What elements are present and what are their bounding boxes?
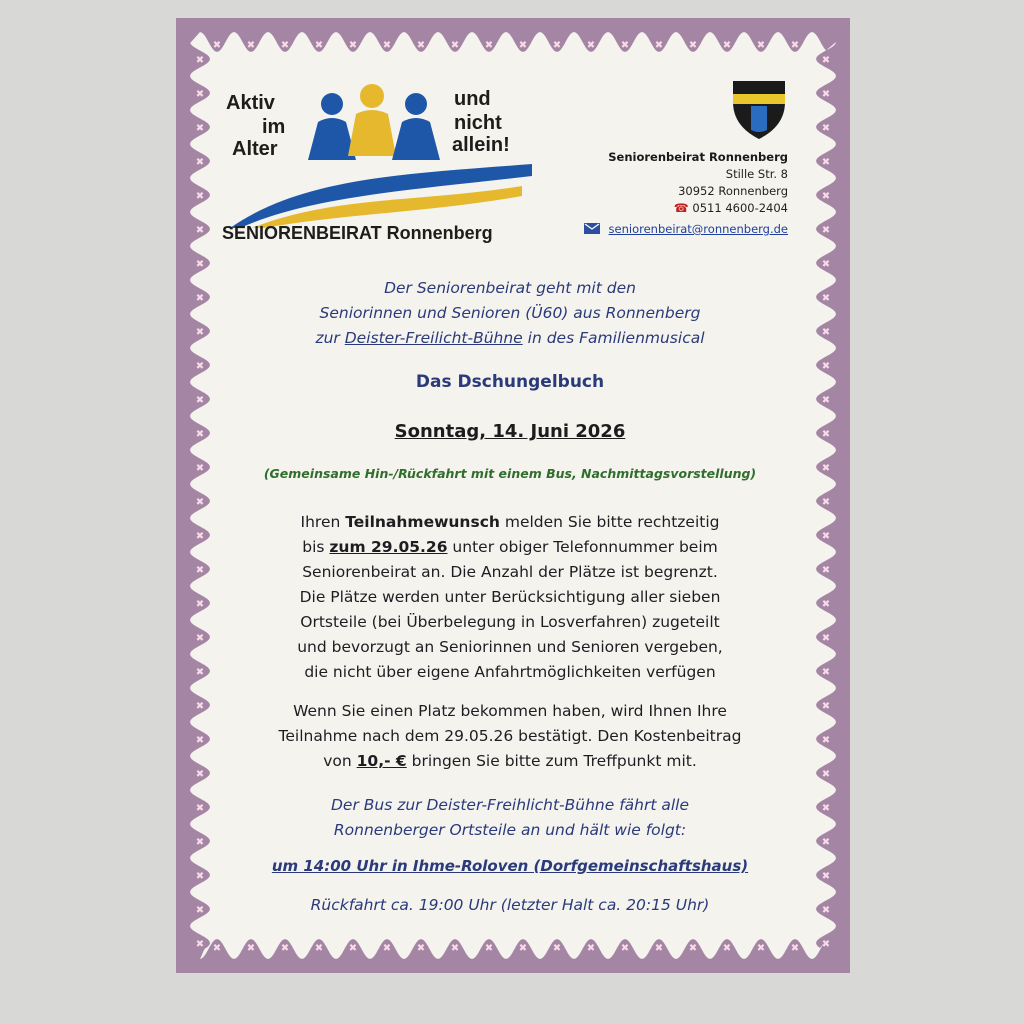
logo-text-und: und bbox=[454, 88, 491, 110]
border-dot: ✖ bbox=[348, 943, 358, 954]
border-dot: ✖ bbox=[821, 565, 831, 576]
border-dot: ✖ bbox=[195, 429, 205, 440]
registration-paragraph bbox=[190, 510, 830, 685]
border-dot: ✖ bbox=[195, 191, 205, 202]
border-dot: ✖ bbox=[821, 905, 831, 916]
border-dot: ✖ bbox=[821, 531, 831, 542]
intro-line-2: Seniorinnen und Senioren (Ü60) aus Ronnenberg bbox=[319, 304, 701, 322]
sender-name: Seniorenbeirat Ronnenberg bbox=[608, 150, 788, 164]
border-dot: ✖ bbox=[246, 943, 256, 954]
border-dot: ✖ bbox=[195, 667, 205, 678]
border-dot: ✖ bbox=[722, 943, 732, 954]
reg-l1-a: Ihren bbox=[300, 513, 346, 531]
border-dot: ✖ bbox=[314, 943, 324, 954]
event-title: Das Dschungelbuch bbox=[415, 372, 605, 392]
bus-stop-wrap bbox=[190, 857, 830, 875]
border-dot: ✖ bbox=[821, 837, 831, 848]
border-dot: ✖ bbox=[821, 633, 831, 644]
conf-l3-a: von bbox=[323, 752, 357, 770]
border-dot: ✖ bbox=[195, 395, 205, 406]
sender-email-link[interactable]: seniorenbeirat@ronnenberg.de bbox=[608, 222, 788, 236]
border-dot: ✖ bbox=[195, 327, 205, 338]
border-dot: ✖ bbox=[821, 803, 831, 814]
border-dot: ✖ bbox=[212, 943, 222, 954]
logo-org-name: SENIORENBEIRAT Ronnenberg bbox=[222, 223, 493, 243]
registration-line-1 bbox=[190, 510, 830, 535]
cost-amount: 10,- € bbox=[356, 752, 407, 770]
border-dot: ✖ bbox=[654, 943, 664, 954]
border-dot: ✖ bbox=[821, 123, 831, 134]
logo-text-allein: allein! bbox=[452, 134, 510, 156]
border-dot: ✖ bbox=[821, 429, 831, 440]
bus-line-2: Ronnenberger Ortsteile an und hält wie folgt: bbox=[333, 821, 687, 839]
intro bbox=[190, 276, 830, 351]
border-dot: ✖ bbox=[821, 395, 831, 406]
border-dot: ✖ bbox=[756, 943, 766, 954]
intro-line-3-pre: zur bbox=[315, 329, 345, 347]
border-dot: ✖ bbox=[382, 40, 392, 51]
border-dot: ✖ bbox=[195, 701, 205, 712]
registration-line-4: Die Plätze werden unter Berücksichtigung aller sieben bbox=[299, 588, 721, 606]
border-dot: ✖ bbox=[195, 157, 205, 168]
border-dot: ✖ bbox=[314, 40, 324, 51]
border-dot: ✖ bbox=[821, 293, 831, 304]
logo bbox=[222, 78, 542, 250]
border-dot: ✖ bbox=[195, 497, 205, 508]
border-dot: ✖ bbox=[195, 531, 205, 542]
bus-line-1: Der Bus zur Deister-Freihlicht-Bühne fährt alle bbox=[330, 796, 690, 814]
border-dot: ✖ bbox=[195, 463, 205, 474]
border-dot: ✖ bbox=[195, 871, 205, 882]
intro-line-3-post: in des Familienmusical bbox=[522, 329, 705, 347]
registration-line-3: Seniorenbeirat an. Die Anzahl der Plätze ist begrenzt. bbox=[302, 563, 718, 581]
border-dot: ✖ bbox=[821, 259, 831, 270]
border-dot: ✖ bbox=[821, 89, 831, 100]
envelope-icon bbox=[584, 223, 600, 234]
border-dot: ✖ bbox=[821, 599, 831, 610]
registration-line-5: Ortsteile (bei Überbelegung in Losverfahren) zugeteilt bbox=[300, 613, 720, 631]
logo-text-aktiv: Aktiv bbox=[226, 92, 275, 114]
border-dot: ✖ bbox=[195, 123, 205, 134]
border-dot: ✖ bbox=[195, 565, 205, 576]
reg-l1-c: melden Sie bitte rechtzeitig bbox=[499, 513, 720, 531]
border-dot: ✖ bbox=[195, 769, 205, 780]
confirmation-paragraph bbox=[190, 699, 830, 774]
sender-phone-row bbox=[674, 199, 788, 217]
border-dot: ✖ bbox=[195, 837, 205, 848]
border-dot: ✖ bbox=[195, 89, 205, 100]
logo-text-alter: Alter bbox=[232, 138, 278, 160]
border-dot: ✖ bbox=[790, 943, 800, 954]
registration-line-7: die nicht über eigene Anfahrtmöglichkeiten verfügen bbox=[304, 663, 716, 681]
logo-text-nicht: nicht bbox=[454, 112, 502, 134]
confirmation-line-1: Wenn Sie einen Platz bekommen haben, wird Ihnen Ihre bbox=[293, 702, 727, 720]
sender-city: 30952 Ronnenberg bbox=[678, 184, 788, 198]
event-date: Sonntag, 14. Juni 2026 bbox=[394, 421, 626, 442]
border-dot: ✖ bbox=[586, 943, 596, 954]
sender-phone: 0511 4600-2404 bbox=[692, 201, 788, 215]
border-dot: ✖ bbox=[195, 55, 205, 66]
registration-line-6: und bevorzugt an Seniorinnen und Senioren vergeben, bbox=[297, 638, 723, 656]
border-dot: ✖ bbox=[195, 803, 205, 814]
border-dot: ✖ bbox=[821, 871, 831, 882]
border-dot: ✖ bbox=[552, 40, 562, 51]
border-dot: ✖ bbox=[212, 40, 222, 51]
sender-email-row bbox=[584, 220, 788, 238]
border-dot: ✖ bbox=[821, 735, 831, 746]
border-dot: ✖ bbox=[586, 40, 596, 51]
crest-icon bbox=[732, 80, 786, 140]
border-dot: ✖ bbox=[450, 40, 460, 51]
venue-link: Deister-Freilicht-Bühne bbox=[344, 329, 523, 347]
confirmation-line-3 bbox=[190, 749, 830, 774]
border-dot: ✖ bbox=[821, 701, 831, 712]
event-date-wrap bbox=[190, 421, 830, 442]
border-dot: ✖ bbox=[688, 40, 698, 51]
reg-deadline: zum 29.05.26 bbox=[329, 538, 448, 556]
border-dot: ✖ bbox=[821, 463, 831, 474]
confirmation-line-2: Teilnahme nach dem 29.05.26 bestätigt. Den Kostenbeitrag bbox=[278, 727, 742, 745]
border-dot: ✖ bbox=[821, 191, 831, 202]
border-dot: ✖ bbox=[821, 939, 831, 950]
border-dot: ✖ bbox=[620, 40, 630, 51]
phone-icon: ☎ bbox=[673, 201, 689, 215]
border-dot: ✖ bbox=[722, 40, 732, 51]
logo-text-im: im bbox=[262, 116, 286, 138]
border-dot: ✖ bbox=[620, 943, 630, 954]
border-dot: ✖ bbox=[348, 40, 358, 51]
border-dot: ✖ bbox=[821, 225, 831, 236]
border-dot: ✖ bbox=[195, 735, 205, 746]
border-dot: ✖ bbox=[688, 943, 698, 954]
border-dot: ✖ bbox=[654, 40, 664, 51]
registration-line-2 bbox=[190, 535, 830, 560]
border-dot: ✖ bbox=[484, 943, 494, 954]
border-dot: ✖ bbox=[790, 40, 800, 51]
border-dot: ✖ bbox=[195, 633, 205, 644]
border-dot: ✖ bbox=[280, 943, 290, 954]
conf-l3-c: bringen Sie bitte zum Treffpunkt mit. bbox=[406, 752, 697, 770]
border-dot: ✖ bbox=[821, 497, 831, 508]
intro-line-3 bbox=[190, 326, 830, 351]
bus-info bbox=[190, 793, 830, 843]
border-dot: ✖ bbox=[484, 40, 494, 51]
border-dot: ✖ bbox=[195, 599, 205, 610]
border-dot: ✖ bbox=[195, 225, 205, 236]
border-dot: ✖ bbox=[195, 293, 205, 304]
border-dot: ✖ bbox=[280, 40, 290, 51]
sender-street: Stille Str. 8 bbox=[725, 167, 788, 181]
border-dot: ✖ bbox=[821, 769, 831, 780]
border-dot: ✖ bbox=[246, 40, 256, 51]
bus-return: Rückfahrt ca. 19:00 Uhr (letzter Halt ca. 20:15 Uhr) bbox=[310, 896, 710, 914]
border-dot: ✖ bbox=[821, 55, 831, 66]
reg-l2-c: unter obiger Telefonnummer beim bbox=[447, 538, 718, 556]
transport-note: (Gemeinsame Hin-/Rückfahrt mit einem Bus, Nachmittagsvorstellung) bbox=[263, 466, 757, 481]
intro-line-1: Der Seniorenbeirat geht mit den bbox=[384, 279, 636, 297]
border-dot: ✖ bbox=[518, 40, 528, 51]
border-dot: ✖ bbox=[450, 943, 460, 954]
border-dot: ✖ bbox=[821, 157, 831, 168]
reg-l1-bold: Teilnahmewunsch bbox=[345, 513, 500, 531]
reg-l2-a: bis bbox=[302, 538, 330, 556]
border-dot: ✖ bbox=[821, 361, 831, 372]
border-dot: ✖ bbox=[821, 327, 831, 338]
border-dot: ✖ bbox=[195, 939, 205, 950]
border-dot: ✖ bbox=[518, 943, 528, 954]
border-dot: ✖ bbox=[552, 943, 562, 954]
border-dot: ✖ bbox=[195, 361, 205, 372]
border-dot: ✖ bbox=[195, 905, 205, 916]
bus-stop: um 14:00 Uhr in Ihme-Roloven (Dorfgemeinschaftshaus) bbox=[271, 857, 749, 875]
border-dot: ✖ bbox=[382, 943, 392, 954]
border-dot: ✖ bbox=[416, 943, 426, 954]
border-dot: ✖ bbox=[195, 259, 205, 270]
border-dot: ✖ bbox=[756, 40, 766, 51]
border-dot: ✖ bbox=[416, 40, 426, 51]
border-dot: ✖ bbox=[821, 667, 831, 678]
